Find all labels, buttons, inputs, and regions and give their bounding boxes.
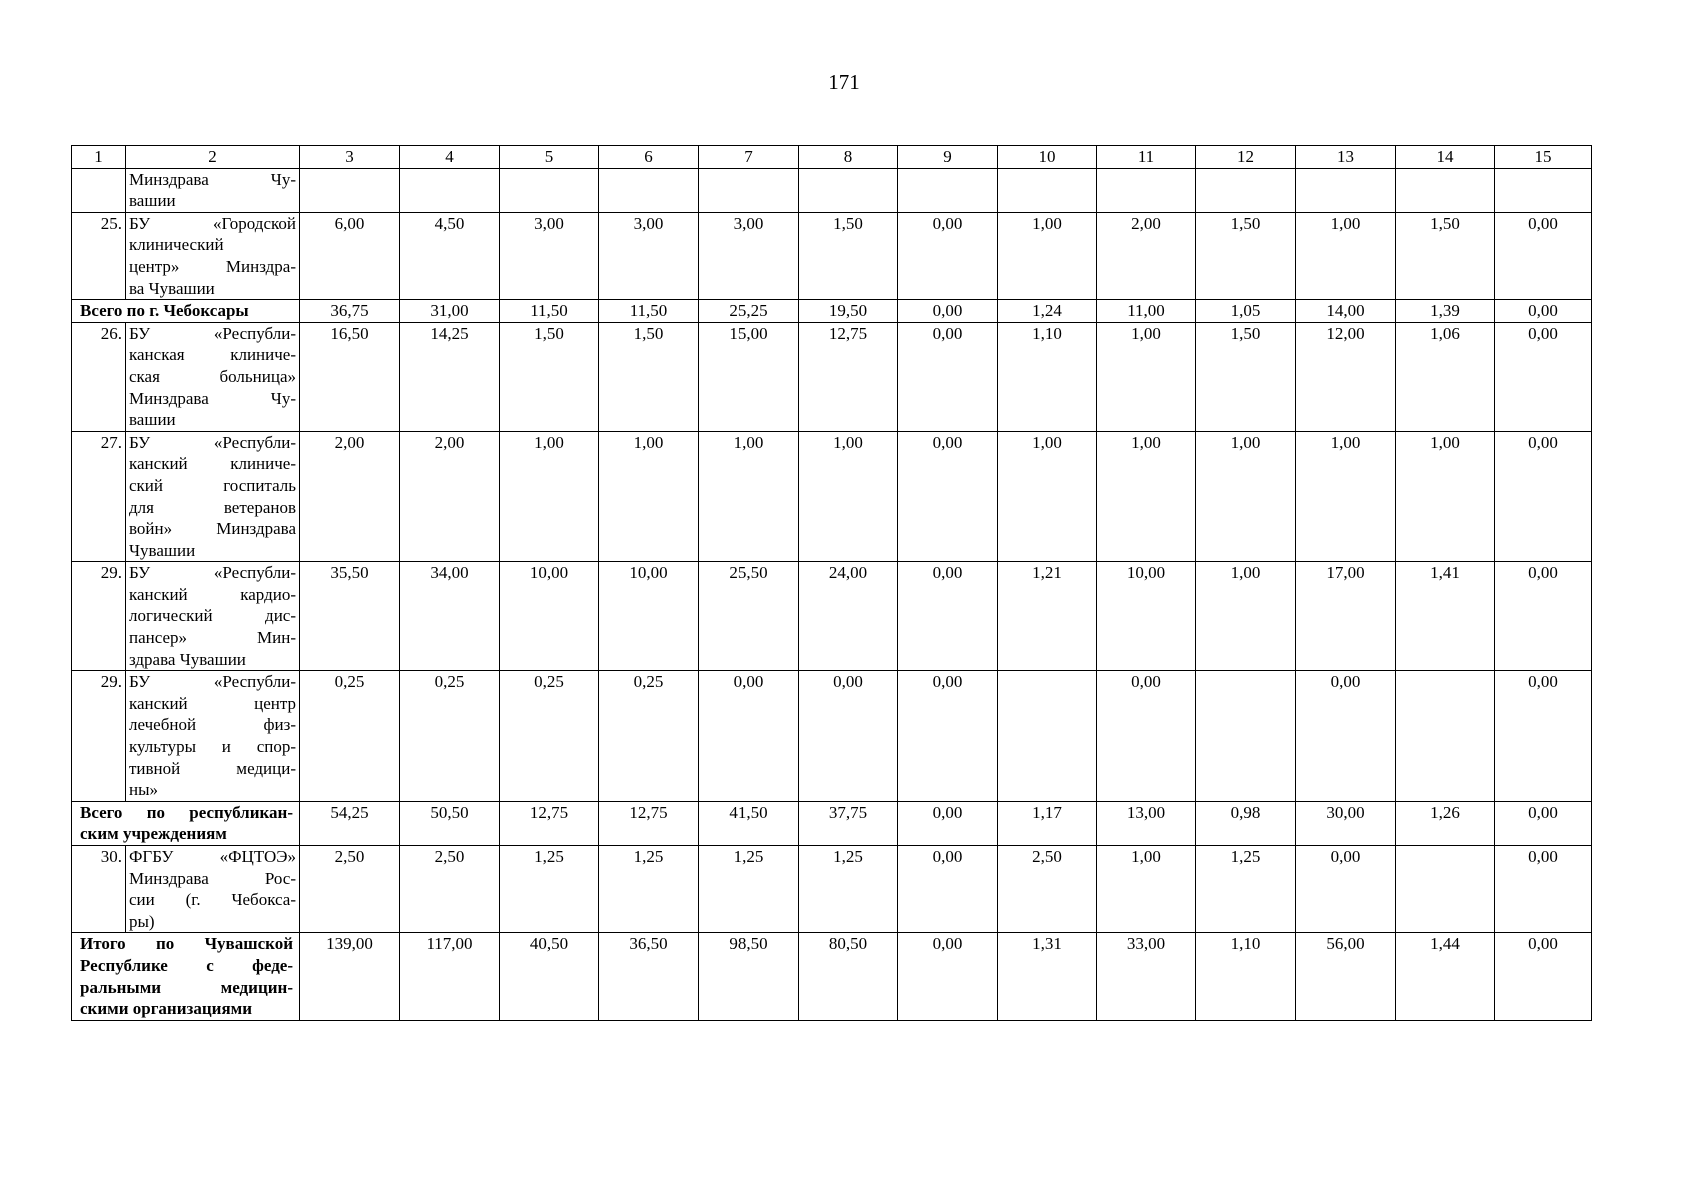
- value-cell: 1,17: [998, 801, 1097, 845]
- organization-name-line: логический дис-: [129, 606, 296, 626]
- value-cell: 1,50: [500, 322, 599, 431]
- organization-name-line: ры): [129, 911, 155, 931]
- value-cell: 1,25: [500, 846, 599, 933]
- organization-name-line: лечебной физ-: [129, 715, 296, 735]
- value-cell: 2,00: [1097, 212, 1196, 299]
- value-cell: 0,00: [898, 431, 998, 562]
- value-cell: 0,00: [1495, 212, 1592, 299]
- organization-name-line: БУ «Городской: [129, 213, 296, 233]
- value-cell: 40,50: [500, 933, 599, 1020]
- value-cell: 0,00: [898, 933, 998, 1020]
- value-cell: 2,50: [300, 846, 400, 933]
- organization-name-line: пансер» Мин-: [129, 628, 296, 648]
- row-number: 30.: [72, 846, 126, 933]
- data-table: [71, 145, 1592, 1021]
- value-cell: 1,06: [1396, 322, 1495, 431]
- value-cell: [1396, 671, 1495, 802]
- value-cell: 15,00: [699, 322, 799, 431]
- value-cell: 1,05: [1196, 300, 1296, 323]
- total-label-line: Итого по Чувашской: [80, 934, 293, 954]
- column-header: 6: [599, 146, 699, 169]
- value-cell: 0,00: [898, 322, 998, 431]
- value-cell: 1,00: [998, 212, 1097, 299]
- column-header: 13: [1296, 146, 1396, 169]
- table-row: [72, 431, 1592, 562]
- column-header: 11: [1097, 146, 1196, 169]
- organization-name-line: тивной медици-: [129, 758, 296, 778]
- organization-name-line: канский кардио-: [129, 584, 296, 604]
- table-body: [72, 168, 1592, 1020]
- total-label-line: Всего по республикан-: [80, 802, 293, 822]
- value-cell: [1097, 168, 1196, 212]
- value-cell: 12,75: [799, 322, 898, 431]
- organization-name: [126, 846, 300, 933]
- value-cell: 35,50: [300, 562, 400, 671]
- value-cell: [500, 168, 599, 212]
- value-cell: 1,00: [1097, 322, 1196, 431]
- value-cell: 139,00: [300, 933, 400, 1020]
- value-cell: 30,00: [1296, 801, 1396, 845]
- value-cell: 1,00: [998, 431, 1097, 562]
- organization-name-line: центр» Минздра-: [129, 256, 296, 276]
- value-cell: 54,25: [300, 801, 400, 845]
- total-label-line: скими организациями: [80, 999, 253, 1019]
- value-cell: 0,00: [799, 671, 898, 802]
- value-cell: 1,00: [1196, 431, 1296, 562]
- value-cell: [1196, 168, 1296, 212]
- table-row: [72, 168, 1592, 212]
- organization-name-line: вашии: [129, 410, 176, 430]
- value-cell: [1396, 846, 1495, 933]
- value-cell: 0,00: [1495, 846, 1592, 933]
- total-label-line: Республике с феде-: [80, 955, 293, 975]
- value-cell: 0,00: [1296, 846, 1396, 933]
- value-cell: [1495, 168, 1592, 212]
- organization-name-line: БУ «Республи-: [129, 563, 296, 583]
- total-row: [72, 300, 1592, 323]
- value-cell: 0,00: [898, 671, 998, 802]
- value-cell: 36,75: [300, 300, 400, 323]
- value-cell: 10,00: [1097, 562, 1196, 671]
- total-row: [72, 933, 1592, 1020]
- value-cell: 1,44: [1396, 933, 1495, 1020]
- value-cell: 0,00: [898, 846, 998, 933]
- value-cell: 1,00: [1196, 562, 1296, 671]
- organization-name-line: ны»: [129, 780, 159, 800]
- organization-name-line: БУ «Республи-: [129, 672, 296, 692]
- value-cell: [998, 168, 1097, 212]
- column-header: 12: [1196, 146, 1296, 169]
- organization-name-line: ва Чувашии: [129, 278, 215, 298]
- value-cell: 0,98: [1196, 801, 1296, 845]
- value-cell: 25,50: [699, 562, 799, 671]
- organization-name: [126, 562, 300, 671]
- value-cell: 1,41: [1396, 562, 1495, 671]
- column-header: 4: [400, 146, 500, 169]
- value-cell: 0,00: [1495, 562, 1592, 671]
- column-header: 7: [699, 146, 799, 169]
- value-cell: 1,10: [1196, 933, 1296, 1020]
- value-cell: 1,00: [1097, 846, 1196, 933]
- value-cell: 11,00: [1097, 300, 1196, 323]
- value-cell: 11,50: [599, 300, 699, 323]
- value-cell: 14,25: [400, 322, 500, 431]
- value-cell: 50,50: [400, 801, 500, 845]
- value-cell: 0,25: [300, 671, 400, 802]
- organization-name-line: Минздрава Чу-: [129, 169, 296, 189]
- value-cell: 0,25: [500, 671, 599, 802]
- organization-name-line: культуры и спор-: [129, 737, 296, 757]
- row-number: 25.: [72, 212, 126, 299]
- value-cell: 1,50: [799, 212, 898, 299]
- value-cell: [699, 168, 799, 212]
- value-cell: 12,00: [1296, 322, 1396, 431]
- value-cell: 3,00: [500, 212, 599, 299]
- value-cell: 1,00: [799, 431, 898, 562]
- organization-name-line: БУ «Республи-: [129, 323, 296, 343]
- value-cell: [1296, 168, 1396, 212]
- value-cell: 10,00: [500, 562, 599, 671]
- value-cell: 16,50: [300, 322, 400, 431]
- value-cell: 1,50: [1196, 212, 1296, 299]
- value-cell: 25,25: [699, 300, 799, 323]
- column-header: 8: [799, 146, 898, 169]
- organization-name-line: здрава Чувашии: [129, 649, 246, 669]
- total-label: [72, 300, 300, 323]
- value-cell: 1,26: [1396, 801, 1495, 845]
- value-cell: 2,50: [400, 846, 500, 933]
- organization-name: [126, 671, 300, 802]
- value-cell: 1,10: [998, 322, 1097, 431]
- value-cell: 98,50: [699, 933, 799, 1020]
- value-cell: 17,00: [1296, 562, 1396, 671]
- column-header: 10: [998, 146, 1097, 169]
- value-cell: 41,50: [699, 801, 799, 845]
- value-cell: 1,00: [699, 431, 799, 562]
- value-cell: [998, 671, 1097, 802]
- value-cell: 1,21: [998, 562, 1097, 671]
- total-label-line: Всего по г. Чебоксары: [80, 301, 249, 321]
- value-cell: 0,00: [898, 300, 998, 323]
- value-cell: 1,24: [998, 300, 1097, 323]
- value-cell: 12,75: [500, 801, 599, 845]
- organization-name-line: ский госпиталь: [129, 475, 296, 495]
- value-cell: 0,00: [1495, 933, 1592, 1020]
- column-header: 3: [300, 146, 400, 169]
- organization-name: [126, 431, 300, 562]
- value-cell: 2,50: [998, 846, 1097, 933]
- organization-name: [126, 168, 300, 212]
- value-cell: 0,00: [898, 562, 998, 671]
- total-label-line: ральными медицин-: [80, 977, 293, 997]
- row-number: 27.: [72, 431, 126, 562]
- column-header: 14: [1396, 146, 1495, 169]
- value-cell: 1,50: [599, 322, 699, 431]
- value-cell: [898, 168, 998, 212]
- organization-name-line: канский центр: [129, 693, 296, 713]
- total-label-line: ским учреждениям: [80, 824, 227, 844]
- value-cell: 1,50: [1396, 212, 1495, 299]
- value-cell: 24,00: [799, 562, 898, 671]
- organization-name-line: канский клиниче-: [129, 454, 296, 474]
- value-cell: 0,25: [599, 671, 699, 802]
- organization-name: [126, 212, 300, 299]
- value-cell: 1,25: [699, 846, 799, 933]
- value-cell: 1,31: [998, 933, 1097, 1020]
- value-cell: 14,00: [1296, 300, 1396, 323]
- value-cell: 1,50: [1196, 322, 1296, 431]
- column-number-row: [72, 146, 1592, 169]
- value-cell: 11,50: [500, 300, 599, 323]
- value-cell: 2,00: [400, 431, 500, 562]
- organization-name-line: вашии: [129, 191, 176, 211]
- table-row: [72, 562, 1592, 671]
- organization-name-line: для ветеранов: [129, 497, 296, 517]
- value-cell: 1,00: [599, 431, 699, 562]
- value-cell: [400, 168, 500, 212]
- value-cell: 2,00: [300, 431, 400, 562]
- organization-name-line: Чувашии: [129, 540, 196, 560]
- value-cell: [799, 168, 898, 212]
- value-cell: 0,00: [1495, 300, 1592, 323]
- value-cell: 12,75: [599, 801, 699, 845]
- value-cell: 31,00: [400, 300, 500, 323]
- column-header: 9: [898, 146, 998, 169]
- value-cell: 1,00: [1396, 431, 1495, 562]
- organization-name-line: БУ «Республи-: [129, 432, 296, 452]
- column-header: 1: [72, 146, 126, 169]
- row-number: 29.: [72, 562, 126, 671]
- row-number: [72, 168, 126, 212]
- value-cell: 0,00: [1296, 671, 1396, 802]
- value-cell: 1,25: [799, 846, 898, 933]
- organization-name-line: Минздрава Рос-: [129, 868, 296, 888]
- organization-name-line: канская клиниче-: [129, 345, 296, 365]
- value-cell: [300, 168, 400, 212]
- column-header: 15: [1495, 146, 1592, 169]
- value-cell: 0,00: [1495, 431, 1592, 562]
- value-cell: 1,00: [1296, 431, 1396, 562]
- table-row: [72, 212, 1592, 299]
- page-number: 171: [828, 70, 860, 94]
- value-cell: 0,00: [699, 671, 799, 802]
- organization-name-line: войн» Минздрава: [129, 519, 296, 539]
- table-row: [72, 671, 1592, 802]
- organization-name-line: сии (г. Чебокса-: [129, 890, 296, 910]
- organization-name-line: клинический: [129, 235, 224, 255]
- total-label: [72, 801, 300, 845]
- value-cell: 3,00: [699, 212, 799, 299]
- value-cell: 3,00: [599, 212, 699, 299]
- organization-name-line: ская больница»: [129, 366, 296, 386]
- total-row: [72, 801, 1592, 845]
- row-number: 29.: [72, 671, 126, 802]
- value-cell: 1,25: [1196, 846, 1296, 933]
- table-row: [72, 322, 1592, 431]
- value-cell: 0,25: [400, 671, 500, 802]
- value-cell: 1,00: [500, 431, 599, 562]
- value-cell: 4,50: [400, 212, 500, 299]
- row-number: 26.: [72, 322, 126, 431]
- column-header: 2: [126, 146, 300, 169]
- value-cell: 6,00: [300, 212, 400, 299]
- value-cell: 37,75: [799, 801, 898, 845]
- value-cell: 1,00: [1097, 431, 1196, 562]
- value-cell: 0,00: [1097, 671, 1196, 802]
- value-cell: 36,50: [599, 933, 699, 1020]
- value-cell: [1396, 168, 1495, 212]
- value-cell: [599, 168, 699, 212]
- value-cell: 19,50: [799, 300, 898, 323]
- value-cell: [1196, 671, 1296, 802]
- value-cell: 34,00: [400, 562, 500, 671]
- value-cell: 0,00: [1495, 801, 1592, 845]
- value-cell: 0,00: [1495, 322, 1592, 431]
- value-cell: 80,50: [799, 933, 898, 1020]
- value-cell: 0,00: [898, 801, 998, 845]
- value-cell: 1,00: [1296, 212, 1396, 299]
- organization-name-line: Минздрава Чу-: [129, 388, 296, 408]
- value-cell: 56,00: [1296, 933, 1396, 1020]
- value-cell: 1,25: [599, 846, 699, 933]
- column-header: 5: [500, 146, 599, 169]
- organization-name: [126, 322, 300, 431]
- value-cell: 13,00: [1097, 801, 1196, 845]
- value-cell: 10,00: [599, 562, 699, 671]
- table-row: [72, 846, 1592, 933]
- value-cell: 33,00: [1097, 933, 1196, 1020]
- value-cell: 0,00: [1495, 671, 1592, 802]
- organization-name-line: ФГБУ «ФЦТОЭ»: [129, 847, 296, 866]
- value-cell: 117,00: [400, 933, 500, 1020]
- value-cell: 0,00: [898, 212, 998, 299]
- total-label: [72, 933, 300, 1020]
- value-cell: 1,39: [1396, 300, 1495, 323]
